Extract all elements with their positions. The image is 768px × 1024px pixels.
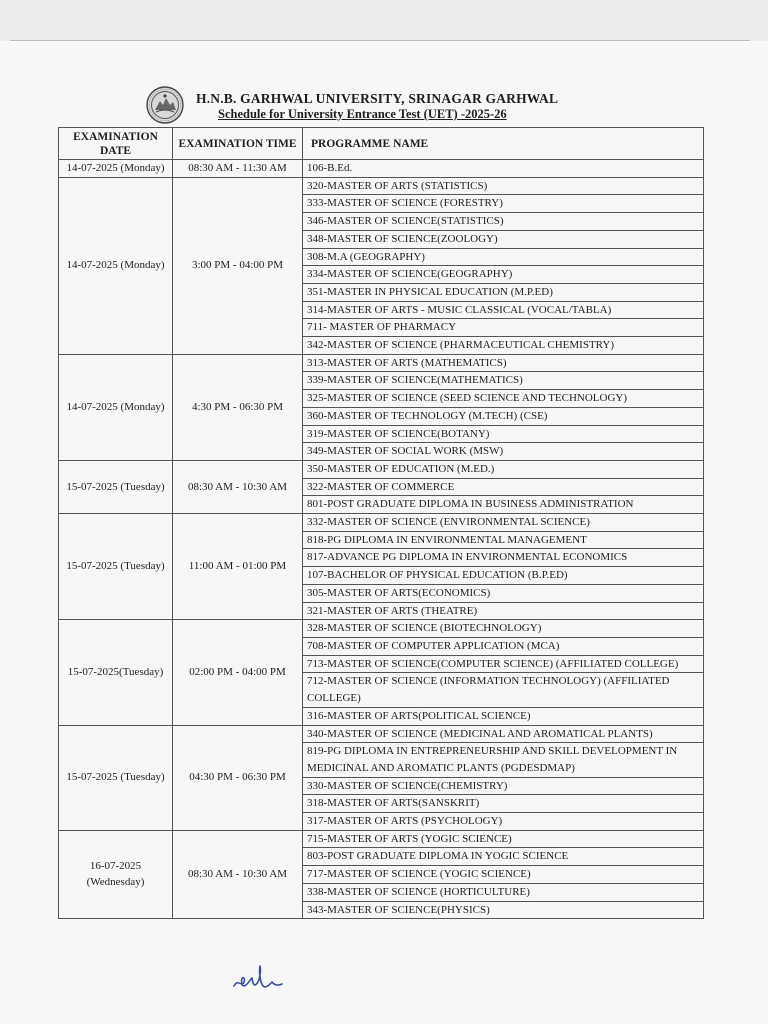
programme-name-cell: 715-MASTER OF ARTS (YOGIC SCIENCE) <box>303 830 704 848</box>
programme-name-cell: 817-ADVANCE PG DIPLOMA IN ENVIRONMENTAL ECONOMICS <box>303 549 704 567</box>
university-name: H.N.B. GARHWAL UNIVERSITY, SRINAGAR GARHWAL <box>196 91 559 106</box>
programme-name-cell: 340-MASTER OF SCIENCE (MEDICINAL AND AROMATICAL PLANTS) <box>303 725 704 743</box>
programme-name-cell: 343-MASTER OF SCIENCE(PHYSICS) <box>303 901 704 919</box>
programme-name-cell: 305-MASTER OF ARTS(ECONOMICS) <box>303 584 704 602</box>
exam-date-cell: 15-07-2025(Tuesday) <box>59 620 173 725</box>
table-row <box>59 160 704 178</box>
exam-date-cell: 15-07-2025 (Tuesday) <box>59 514 173 620</box>
exam-date-cell: 15-07-2025 (Tuesday) <box>59 725 173 830</box>
programme-name-cell: 708-MASTER OF COMPUTER APPLICATION (MCA) <box>303 637 704 655</box>
programme-name-cell: 308-M.A (GEOGRAPHY) <box>303 248 704 266</box>
programme-name-cell: 332-MASTER OF SCIENCE (ENVIRONMENTAL SCIENCE) <box>303 514 704 532</box>
programme-name-cell: 314-MASTER OF ARTS - MUSIC CLASSICAL (VOCAL/TABLA) <box>303 301 704 319</box>
exam-time-cell: 08:30 AM - 11:30 AM <box>173 160 303 178</box>
programme-name-cell: 819-PG DIPLOMA IN ENTREPRENEURSHIP AND SKILL DEVELOPMENT IN MEDICINAL AND AROMATIC PLANTS (PGDESDMAP) <box>303 743 704 777</box>
programme-name-cell: 713-MASTER OF SCIENCE(COMPUTER SCIENCE) (AFFILIATED COLLEGE) <box>303 655 704 673</box>
signature <box>230 958 286 998</box>
table-row <box>59 620 704 638</box>
exam-time-cell: 3:00 PM - 04:00 PM <box>173 177 303 354</box>
programme-name-cell: 351-MASTER IN PHYSICAL EDUCATION (M.P.ED) <box>303 283 704 301</box>
programme-name-cell: 342-MASTER OF SCIENCE (PHARMACEUTICAL CHEMISTRY) <box>303 337 704 355</box>
table-row <box>59 177 704 195</box>
programme-name-cell: 317-MASTER OF ARTS (PSYCHOLOGY) <box>303 813 704 831</box>
header-examination-time: EXAMINATION TIME <box>173 128 303 160</box>
exam-schedule-table <box>58 127 704 919</box>
programme-name-cell: 346-MASTER OF SCIENCE(STATISTICS) <box>303 213 704 231</box>
schedule-title: Schedule for University Entrance Test (UET) -2025-26 <box>218 107 507 121</box>
programme-name-cell: 325-MASTER OF SCIENCE (SEED SCIENCE AND TECHNOLOGY) <box>303 390 704 408</box>
exam-time-cell: 11:00 AM - 01:00 PM <box>173 514 303 620</box>
exam-time-cell: 08:30 AM - 10:30 AM <box>173 830 303 919</box>
programme-name-cell: 319-MASTER OF SCIENCE(BOTANY) <box>303 425 704 443</box>
programme-name-cell: 106-B.Ed. <box>303 160 704 178</box>
programme-name-cell: 801-POST GRADUATE DIPLOMA IN BUSINESS ADMINISTRATION <box>303 496 704 514</box>
programme-name-cell: 334-MASTER OF SCIENCE(GEOGRAPHY) <box>303 266 704 284</box>
programme-name-cell: 717-MASTER OF SCIENCE (YOGIC SCIENCE) <box>303 866 704 884</box>
programme-name-cell: 330-MASTER OF SCIENCE(CHEMISTRY) <box>303 777 704 795</box>
programme-name-cell: 333-MASTER OF SCIENCE (FORESTRY) <box>303 195 704 213</box>
programme-name-cell: 338-MASTER OF SCIENCE (HORTICULTURE) <box>303 883 704 901</box>
exam-date-cell: 14-07-2025 (Monday) <box>59 160 173 178</box>
programme-name-cell: 328-MASTER OF SCIENCE (BIOTECHNOLOGY) <box>303 620 704 638</box>
programme-name-cell: 348-MASTER OF SCIENCE(ZOOLOGY) <box>303 230 704 248</box>
exam-date-cell: 15-07-2025 (Tuesday) <box>59 460 173 513</box>
programme-name-cell: 818-PG DIPLOMA IN ENVIRONMENTAL MANAGEMENT <box>303 531 704 549</box>
programme-name-cell: 318-MASTER OF ARTS(SANSKRIT) <box>303 795 704 813</box>
university-seal-icon <box>146 86 184 124</box>
programme-name-cell: 321-MASTER OF ARTS (THEATRE) <box>303 602 704 620</box>
programme-name-cell: 316-MASTER OF ARTS(POLITICAL SCIENCE) <box>303 707 704 725</box>
table-header-row <box>59 128 704 160</box>
programme-name-cell: 712-MASTER OF SCIENCE (INFORMATION TECHNOLOGY) (AFFILIATED COLLEGE) <box>303 673 704 707</box>
exam-date-cell: 14-07-2025 (Monday) <box>59 354 173 460</box>
table-row <box>59 460 704 478</box>
programme-name-cell: 803-POST GRADUATE DIPLOMA IN YOGIC SCIENCE <box>303 848 704 866</box>
header-examination-date: EXAMINATION DATE <box>59 128 173 160</box>
programme-name-cell: 349-MASTER OF SOCIAL WORK (MSW) <box>303 443 704 461</box>
programme-name-cell: 322-MASTER OF COMMERCE <box>303 478 704 496</box>
table-row <box>59 514 704 532</box>
document-header <box>146 86 586 124</box>
programme-name-cell: 320-MASTER OF ARTS (STATISTICS) <box>303 177 704 195</box>
table-row <box>59 830 704 848</box>
programme-name-cell: 107-BACHELOR OF PHYSICAL EDUCATION (B.P.ED) <box>303 567 704 585</box>
exam-date-cell: 14-07-2025 (Monday) <box>59 177 173 354</box>
table-row <box>59 725 704 743</box>
programme-name-cell: 313-MASTER OF ARTS (MATHEMATICS) <box>303 354 704 372</box>
programme-name-cell: 339-MASTER OF SCIENCE(MATHEMATICS) <box>303 372 704 390</box>
programme-name-cell: 711- MASTER OF PHARMACY <box>303 319 704 337</box>
header-programme-name: PROGRAMME NAME <box>303 128 704 160</box>
schedule-body <box>59 160 704 919</box>
programme-name-cell: 350-MASTER OF EDUCATION (M.ED.) <box>303 460 704 478</box>
exam-time-cell: 08:30 AM - 10:30 AM <box>173 460 303 513</box>
exam-time-cell: 04:30 PM - 06:30 PM <box>173 725 303 830</box>
exam-date-cell: 16-07-2025 (Wednesday) <box>59 830 173 919</box>
programme-name-cell: 360-MASTER OF TECHNOLOGY (M.TECH) (CSE) <box>303 407 704 425</box>
table-row <box>59 354 704 372</box>
exam-time-cell: 4:30 PM - 06:30 PM <box>173 354 303 460</box>
exam-time-cell: 02:00 PM - 04:00 PM <box>173 620 303 725</box>
